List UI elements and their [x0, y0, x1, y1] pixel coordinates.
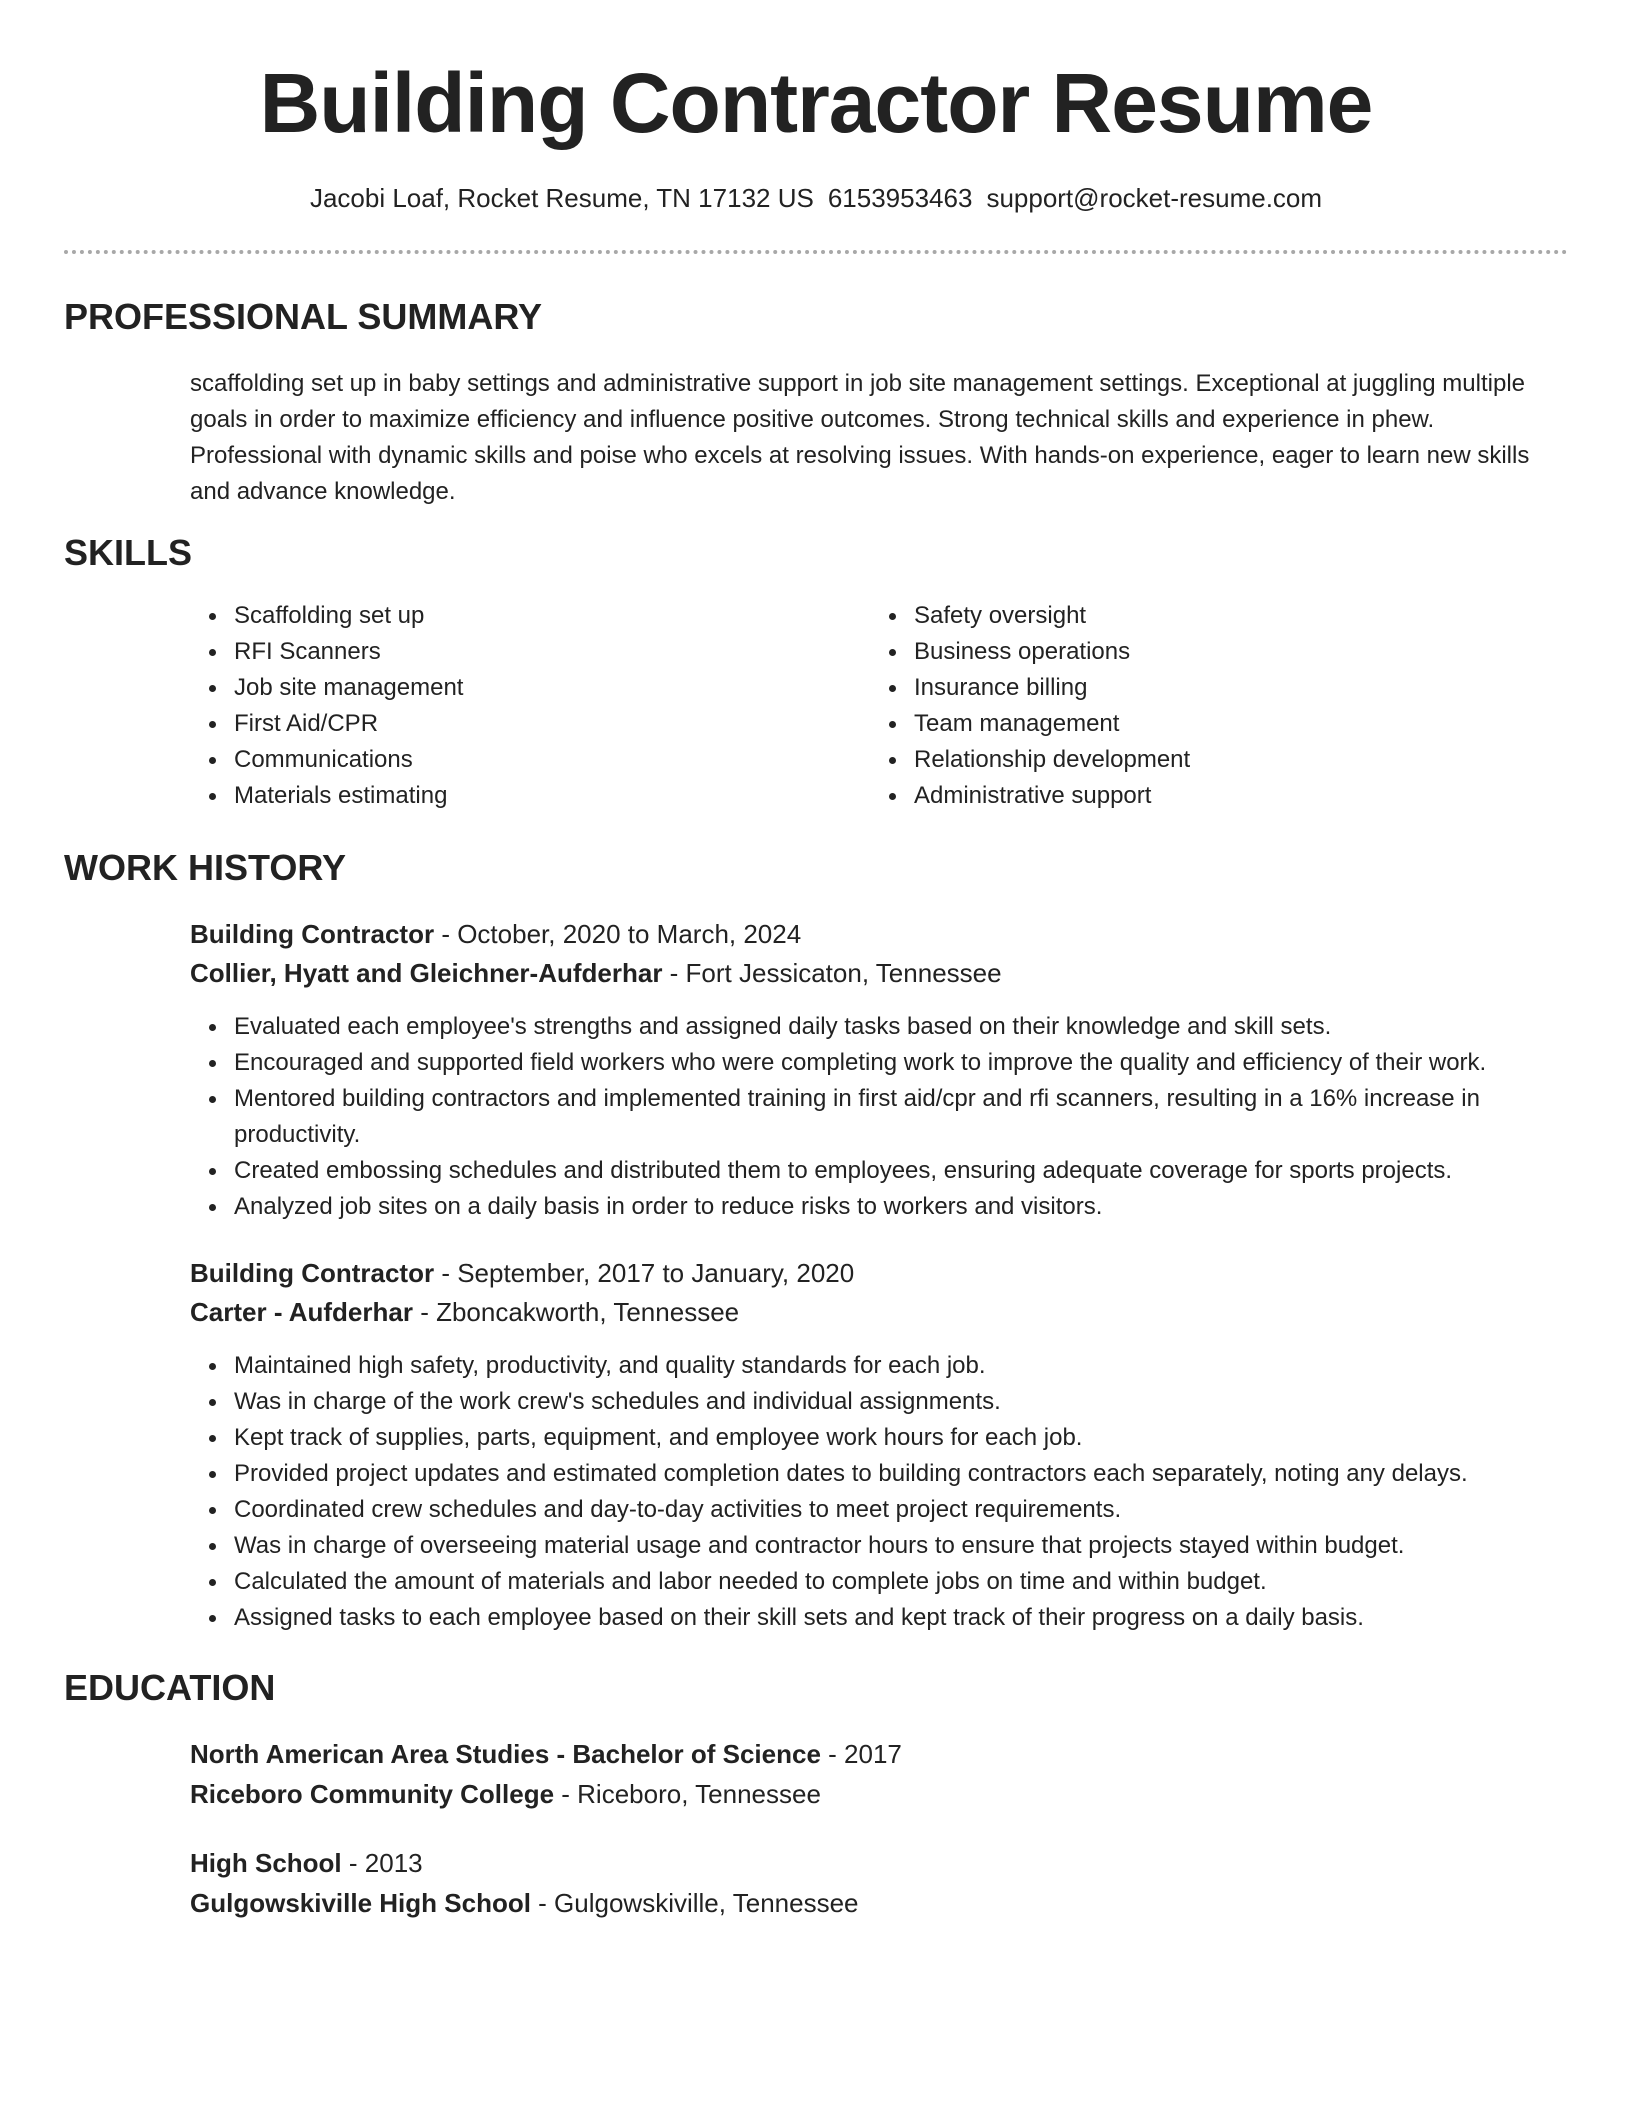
job-duty: Mentored building contractors and implemented training in first aid/cpr and rfi scanners, resulting in a 16% increase in productivity.: [234, 1081, 1568, 1153]
skill-item: First Aid/CPR: [234, 706, 830, 742]
education-year: - 2017: [820, 1739, 902, 1769]
education-heading: EDUCATION: [64, 1667, 276, 1708]
job-duty: Assigned tasks to each employee based on their skill sets and kept track of their progress on a daily basis.: [234, 1600, 1568, 1636]
job-duty: Maintained high safety, productivity, and quality standards for each job.: [234, 1348, 1568, 1384]
job-company-line: [190, 956, 1002, 990]
job-title-line: [190, 917, 801, 951]
job-duties: [190, 1009, 1568, 1225]
education-year: - 2013: [341, 1848, 423, 1878]
summary-heading: PROFESSIONAL SUMMARY: [64, 296, 543, 337]
work-history-heading: WORK HISTORY: [64, 847, 347, 888]
education-school-line: [190, 1886, 859, 1920]
job-title-line: [190, 1256, 854, 1290]
job-title: Building Contractor: [190, 919, 435, 949]
skill-item: Business operations: [914, 634, 1510, 670]
skill-item: Insurance billing: [914, 670, 1510, 706]
job-duty: Was in charge of overseeing material usage and contractor hours to ensure that projects stayed within budget.: [234, 1528, 1568, 1564]
skill-item: Safety oversight: [914, 598, 1510, 634]
skill-item: Relationship development: [914, 742, 1510, 778]
skill-item: RFI Scanners: [234, 634, 830, 670]
job-company: Carter - Aufderhar: [190, 1297, 413, 1327]
education-degree-line: [190, 1846, 423, 1880]
job-duty: Provided project updates and estimated completion dates to building contractors each separately, noting any delays.: [234, 1456, 1568, 1492]
job-duty: Coordinated crew schedules and day-to-day activities to meet project requirements.: [234, 1492, 1568, 1528]
job-duty: Evaluated each employee's strengths and assigned daily tasks based on their knowledge and skill sets.: [234, 1009, 1568, 1045]
job-duty: Was in charge of the work crew's schedules and individual assignments.: [234, 1384, 1568, 1420]
header-divider: [64, 250, 1568, 254]
job-dates: - September, 2017 to January, 2020: [434, 1258, 855, 1288]
job-company-line: [190, 1295, 739, 1329]
job-company: Collier, Hyatt and Gleichner-Aufderhar: [190, 958, 663, 988]
skills-column-left: [190, 598, 830, 814]
job-duty: Created embossing schedules and distributed them to employees, ensuring adequate coverage for sports projects.: [234, 1153, 1568, 1189]
education-location: - Riceboro, Tennessee: [554, 1779, 821, 1809]
job-location: - Fort Jessicaton, Tennessee: [662, 958, 1002, 988]
contact-address: Jacobi Loaf, Rocket Resume, TN 17132 US: [309, 183, 814, 213]
education-degree: North American Area Studies - Bachelor of Science: [190, 1739, 821, 1769]
job-duty: Kept track of supplies, parts, equipment, and employee work hours for each job.: [234, 1420, 1568, 1456]
job-duty: Encouraged and supported field workers who were completing work to improve the quality and efficiency of their work.: [234, 1045, 1568, 1081]
job-dates: - October, 2020 to March, 2024: [434, 919, 802, 949]
skill-item: Communications: [234, 742, 830, 778]
skill-item: Scaffolding set up: [234, 598, 830, 634]
skill-item: Materials estimating: [234, 778, 830, 814]
job-location: - Zboncakworth, Tennessee: [412, 1297, 740, 1327]
skills-column-right: [870, 598, 1510, 814]
job-title: Building Contractor: [190, 1258, 435, 1288]
skills-heading: SKILLS: [64, 532, 193, 573]
skill-item: Administrative support: [914, 778, 1510, 814]
resume-title: Building Contractor Resume: [259, 56, 1373, 150]
job-duty: Calculated the amount of materials and labor needed to complete jobs on time and within budget.: [234, 1564, 1568, 1600]
education-school: Riceboro Community College: [190, 1779, 555, 1809]
skill-item: Job site management: [234, 670, 830, 706]
education-school-line: [190, 1777, 821, 1811]
contact-line: [64, 181, 1568, 215]
job-duties: [190, 1348, 1568, 1636]
education-degree: High School: [190, 1848, 342, 1878]
education-degree-line: [190, 1737, 902, 1771]
education-school: Gulgowskiville High School: [190, 1888, 531, 1918]
summary-text: scaffolding set up in baby settings and administrative support in job site management settings. Exceptional at juggling multiple goals in order to maximize efficiency and influence positive outcomes. Strong technical skills and experience in phew. Professional with dynamic skills and poise who excels at resolving issues. With hands-on experience, eager to learn new skills and advance knowledge.: [190, 370, 1530, 505]
skill-item: Team management: [914, 706, 1510, 742]
education-location: - Gulgowskiville, Tennessee: [530, 1888, 859, 1918]
job-duty: Analyzed job sites on a daily basis in order to reduce risks to workers and visitors.: [234, 1189, 1568, 1225]
contact-phone: 6153953463: [827, 183, 973, 213]
contact-email: support@rocket-resume.com: [986, 183, 1323, 213]
